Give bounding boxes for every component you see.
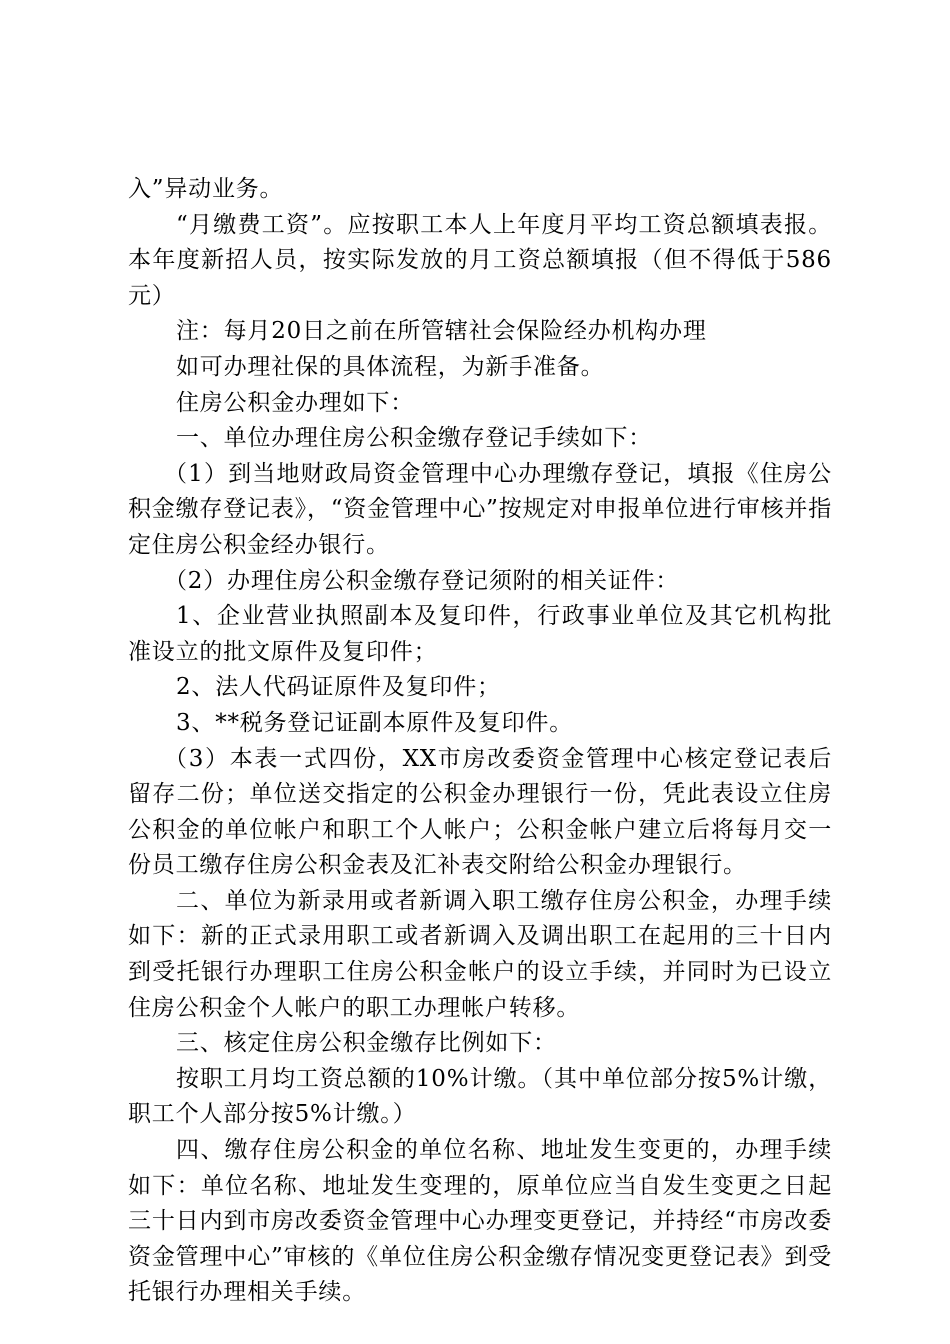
paragraph-continuation: 入”异动业务。 xyxy=(128,176,284,202)
section-heading-3: 三、核定住房公积金缴存比例如下： xyxy=(176,1030,557,1057)
paragraph-item-1: （1）到当地财政局资金管理中心办理缴存登记，填报《住房公积金缴存登记表》，“资金管理中心”按规定对申报单位进行审核并指定住房公积金经办银行。 xyxy=(128,460,832,558)
paragraph-monthly-wage: “月缴费工资”。应按职工本人上年度月平均工资总额填表报。本年度新招人员，按实际发放的月工资总额填报（但不得低于586元） xyxy=(128,211,832,309)
paragraph-contribution-rate: 按职工月均工资总额的10%计缴。（其中单位部分按5%计缴，职工个人部分按5%计缴。） xyxy=(128,1065,832,1128)
section-heading-4: 四、缴存住房公积金的单位名称、地址发生变更的，办理手续如下：单位名称、地址发生变理的，原单位应当自发生变更之日起三十日内到市房改委资金管理中心办理变更登记，并持经“市房改委资金管理中心”审核的《单位住房公积金缴存情况变更登记表》到受托银行办理相关手续。 xyxy=(128,1137,832,1306)
paragraph-item-3: （3）本表一式四份，XX市房改委资金管理中心核定登记表后留存二份；单位送交指定的公积金办理银行一份，凭此表设立住房公积金的单位帐户和职工个人帐户；公积金帐户建立后将每月交一份员工缴存住房公积金表及汇补表交附给公积金办理银行。 xyxy=(128,745,832,879)
list-item-tax-cert: 3、**税务登记证副本原件及复印件。 xyxy=(176,709,574,736)
paragraph-social-security-flow: 如可办理社保的具体流程，为新手准备。 xyxy=(176,353,605,380)
document-body xyxy=(128,172,832,1311)
paragraph-item-2: （2）办理住房公积金缴存登记须附的相关证件： xyxy=(164,567,680,594)
list-item-code-cert: 2、法人代码证原件及复印件； xyxy=(176,674,501,701)
paragraph-housing-fund-heading: 住房公积金办理如下： xyxy=(176,389,414,416)
list-item-license: 1、企业营业执照副本及复印件，行政事业单位及其它机构批准设立的批文原件及复印件； xyxy=(128,603,832,665)
paragraph-note: 注：每月20日之前在所管辖社会保险经办机构办理 xyxy=(176,318,707,345)
section-heading-2: 二、单位为新录用或者新调入职工缴存住房公积金，办理手续如下：新的正式录用职工或者新调入及调出职工在起用的三十日内到受托银行办理职工住房公积金帐户的设立手续，并同时为已设立住房公积金个人帐户的职工办理帐户转移。 xyxy=(128,887,832,1021)
section-heading-1: 一、单位办理住房公积金缴存登记手续如下： xyxy=(176,425,652,452)
